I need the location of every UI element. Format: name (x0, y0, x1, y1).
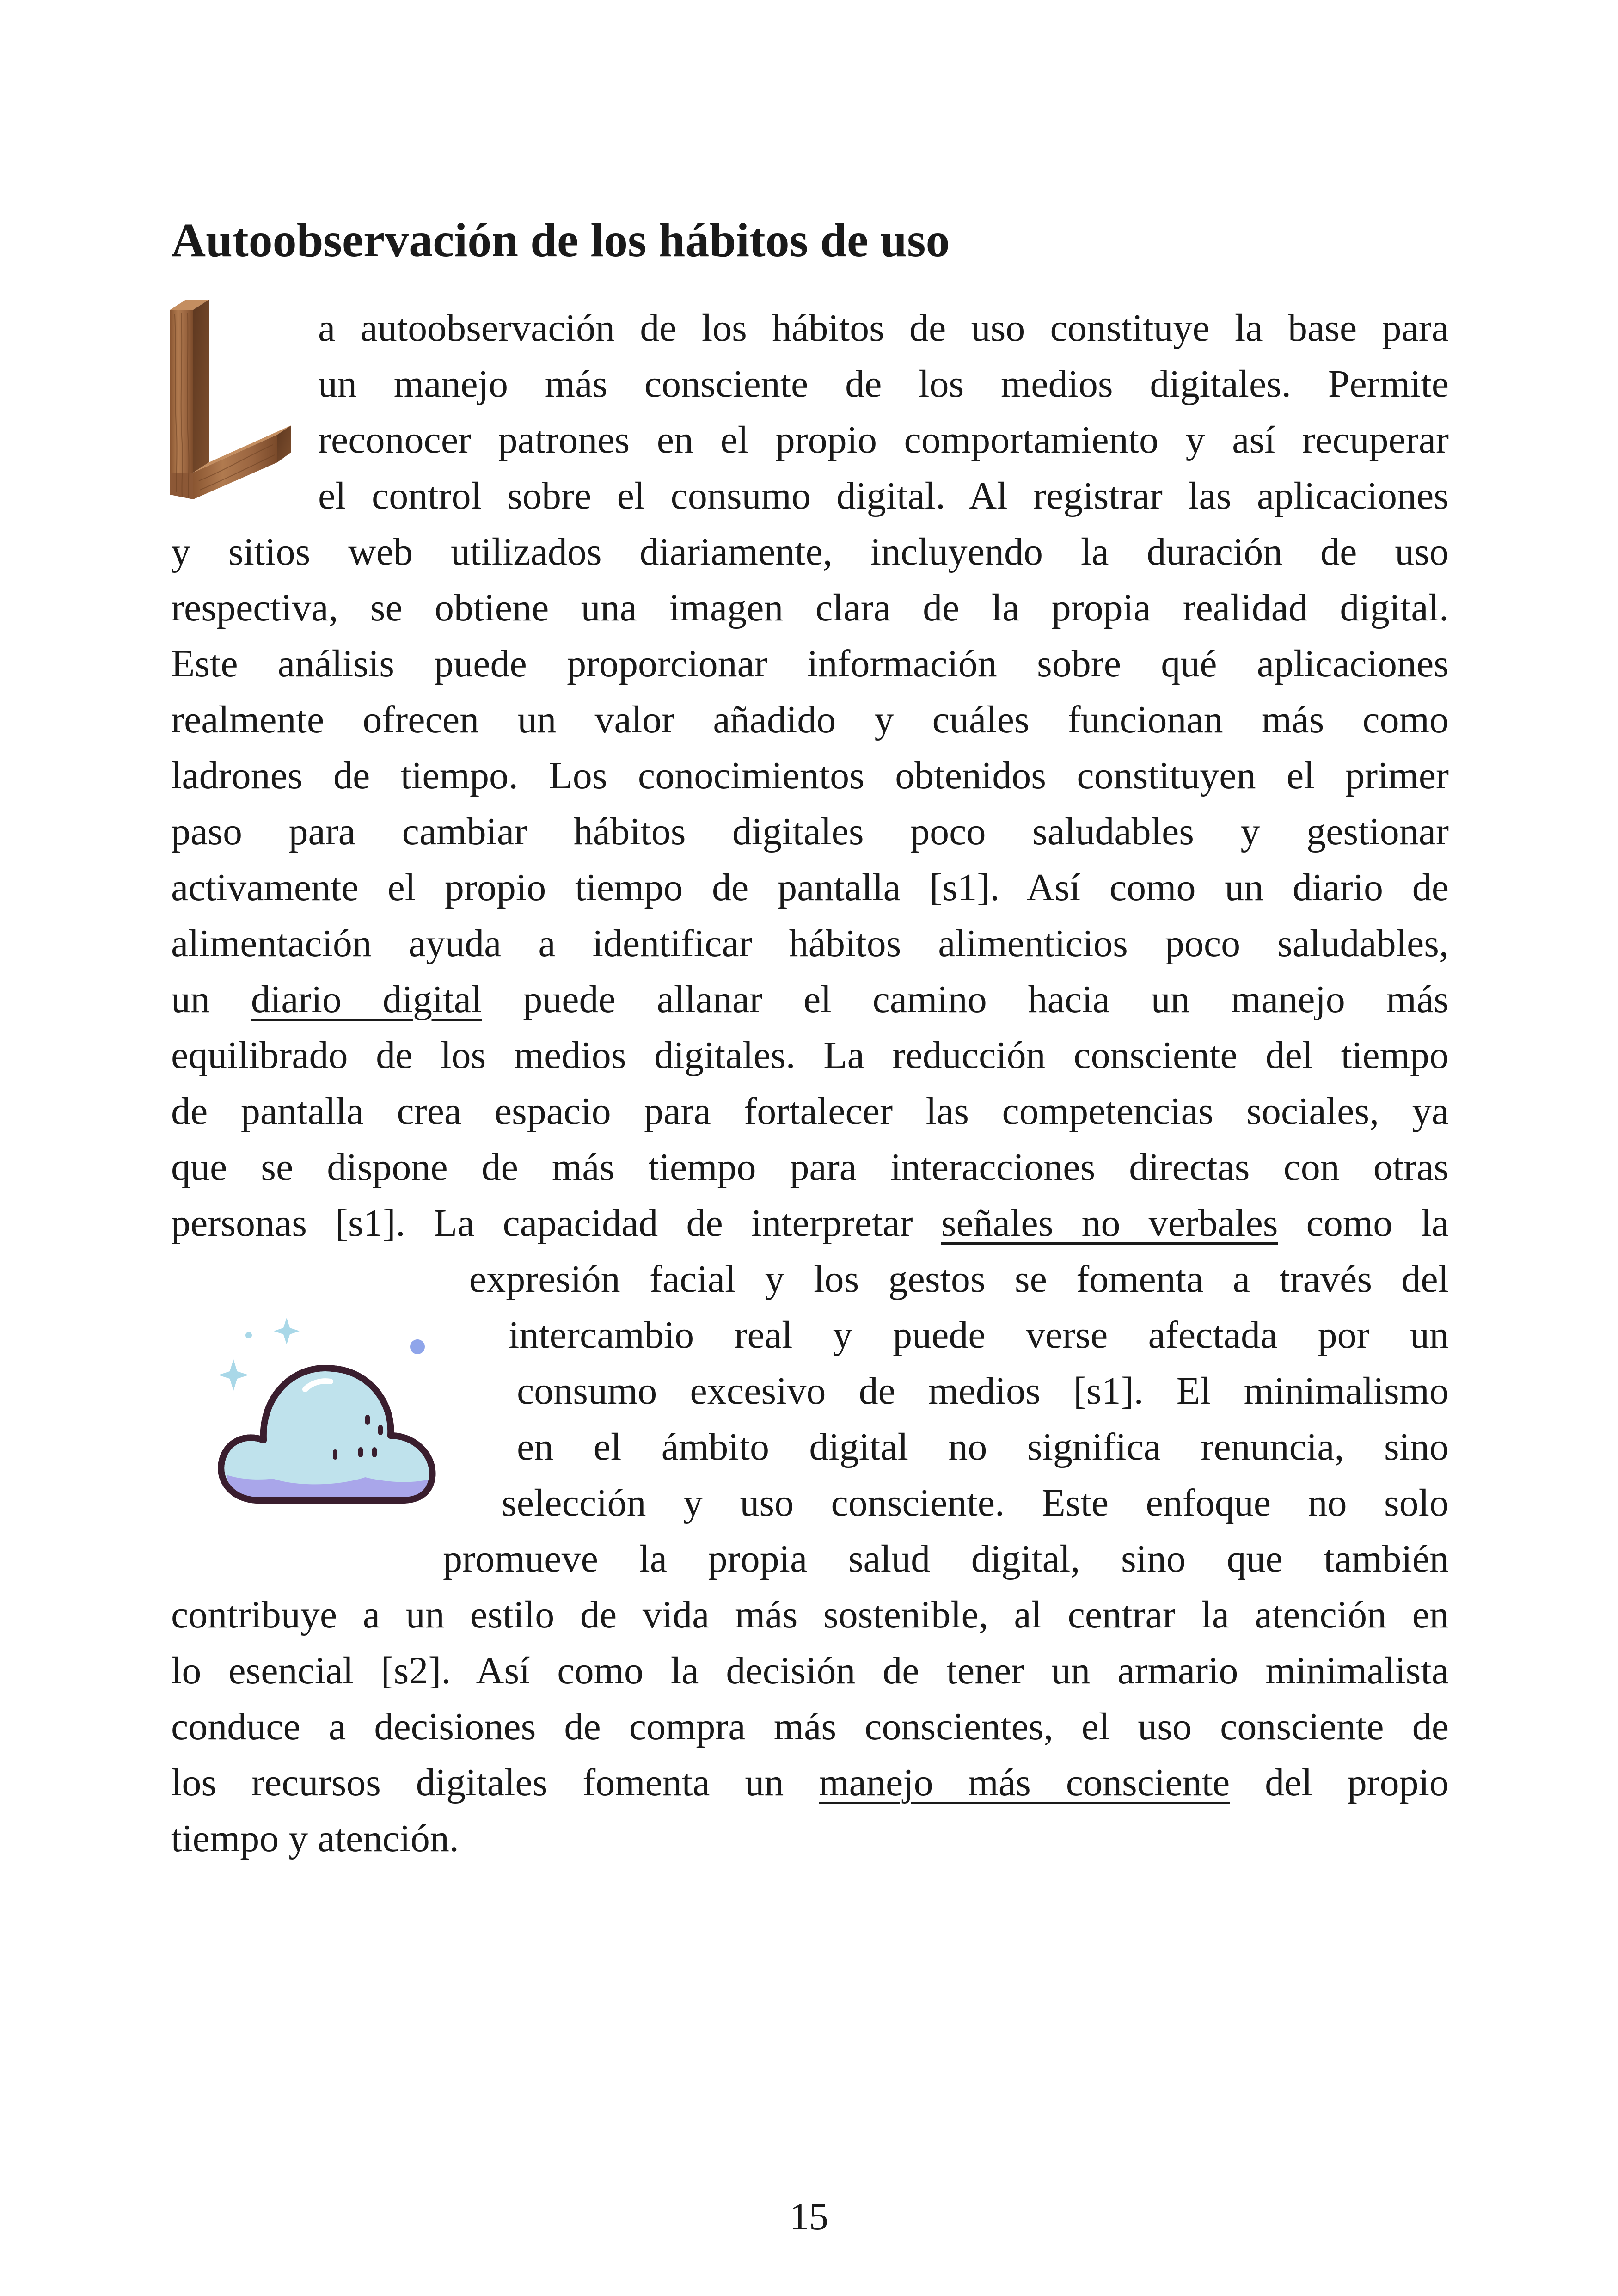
text-line: reconocer patrones en el propio comportamiento y así recuperar (318, 418, 1449, 461)
text-line: el control sobre el consumo digital. Al registrar las aplicaciones (318, 474, 1449, 517)
wooden-letter-l-icon (166, 296, 296, 509)
text-line: contribuye a un estilo de vida más sostenible, al centrar la atención en (171, 1593, 1449, 1636)
page-title: Autoobservación de los hábitos de uso (171, 213, 950, 267)
text-line: realmente ofrecen un valor añadido y cuáles funcionan más como (171, 698, 1449, 741)
text-line: de pantalla crea espacio para fortalecer las competencias sociales, ya (171, 1090, 1449, 1133)
cloud-with-sparkles-icon (208, 1308, 453, 1516)
text-line: personas [s1]. La capacidad de interpretar señales no verbales como la (171, 1202, 1449, 1245)
text-line: que se dispone de más tiempo para interacciones directas con otras (171, 1146, 1449, 1189)
text-line: alimentación ayuda a identificar hábitos alimenticios poco saludables, (171, 922, 1449, 965)
text-line: respectiva, se obtiene una imagen clara de la propia realidad digital. (171, 586, 1449, 629)
text-line: equilibrado de los medios digitales. La reducción consciente del tiempo (171, 1034, 1449, 1077)
text-line: y sitios web utilizados diariamente, incluyendo la duración de uso (171, 530, 1449, 573)
text-line: paso para cambiar hábitos digitales poco saludables y gestionar (171, 810, 1449, 853)
text-line: ladrones de tiempo. Los conocimientos obtenidos constituyen el primer (171, 754, 1449, 797)
underlined-term: diario digital (251, 978, 482, 1021)
text-line: consumo excesivo de medios [s1]. El minimalismo (517, 1369, 1449, 1412)
text-line: intercambio real y puede verse afectada por un (509, 1314, 1449, 1357)
underlined-term: manejo más consciente (819, 1761, 1230, 1804)
text-line: en el ámbito digital no significa renuncia, sino (517, 1425, 1449, 1468)
text-line: selección y uso consciente. Este enfoque no solo (502, 1481, 1449, 1524)
text-line: un diario digital puede allanar el camino hacia un manejo más (171, 978, 1449, 1021)
text-line: activamente el propio tiempo de pantalla [s1]. Así como un diario de (171, 866, 1449, 909)
text-line: a autoobservación de los hábitos de uso constituye la base para (318, 307, 1449, 350)
text-line: lo esencial [s2]. Así como la decisión de tener un armario minimalista (171, 1649, 1449, 1692)
text-line: Este análisis puede proporcionar información sobre qué aplicaciones (171, 642, 1449, 685)
text-line: expresión facial y los gestos se fomenta a través del (469, 1258, 1449, 1301)
underlined-term: señales no verbales (941, 1202, 1278, 1245)
text-line: tiempo y atención. (171, 1817, 459, 1860)
page-number: 15 (790, 2195, 828, 2238)
text-line: promueve la propia salud digital, sino que también (443, 1537, 1449, 1580)
text-line: un manejo más consciente de los medios digitales. Permite (318, 362, 1449, 405)
text-line: conduce a decisiones de compra más conscientes, el uso consciente de (171, 1705, 1449, 1748)
text-line: los recursos digitales fomenta un manejo más consciente del propio (171, 1761, 1449, 1804)
